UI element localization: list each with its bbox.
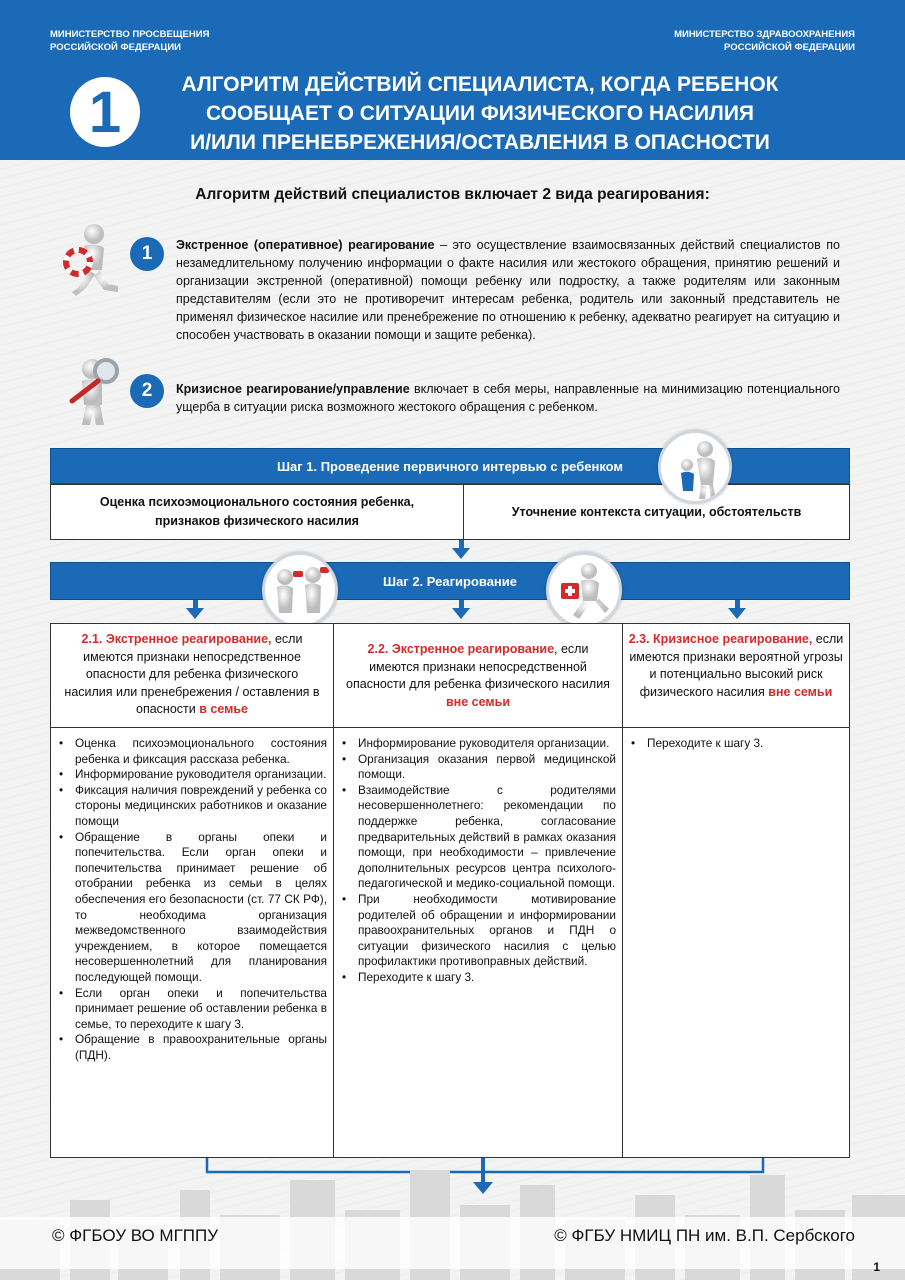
col3-list xyxy=(626,736,846,752)
list-item: • Обращение в правоохранительные органы (ПДН). xyxy=(54,1032,327,1063)
arrow-down-col2-icon xyxy=(452,608,470,619)
page-number: 1 xyxy=(873,1260,880,1274)
col1-header-text: если имеются признаки непосредственное опасности для ребенка физического насилия или пренебрежения / оставления в опасности xyxy=(64,632,320,716)
list-item: • Информирование руководителя организации. xyxy=(54,767,327,783)
col2-header-red-end: вне семьи xyxy=(445,694,510,709)
arrow-down-col1-icon xyxy=(186,608,204,619)
type-2-text: включает в себя меры, направленные на минимизацию потенциального ущерба в ситуации риска возможного жестокого обращения с ребенком. xyxy=(176,382,841,414)
arrow-stem-col2 xyxy=(459,600,464,608)
table-header-divider xyxy=(50,727,850,728)
figure-magnifier-icon xyxy=(62,355,126,427)
arrow-stem-col1 xyxy=(193,600,198,608)
ministry-left-line1: МИНИСТЕРСТВО ПРОСВЕЩЕНИЯ xyxy=(50,29,210,40)
col1-header-red-end: в семье xyxy=(199,702,248,716)
list-item: • Обращение в органы опеки и попечительства. Если орган опеки и попечительства принимает решение об отобрании ребенка из семьи в целях обеспечения его безопасности (ст. 77 СК РФ), то необходима организация межведомственного взаимодействия учреждением, в которое помещается несовершеннолетний для планирования последующей помощи. xyxy=(54,830,327,986)
step1-divider xyxy=(463,484,464,540)
footer-right-copyright: © ФГБУ НМИЦ ПН им. В.П. Сербского xyxy=(554,1226,855,1245)
ministry-left xyxy=(50,29,209,54)
step1-left-cell xyxy=(52,486,462,538)
algorithm-number: 1 xyxy=(70,77,140,147)
col1-header xyxy=(62,631,322,719)
col2-header-red: 2.2. Экстренное реагирование xyxy=(367,642,555,656)
col2-list xyxy=(337,736,616,986)
list-item: • Переходите к шагу 3. xyxy=(337,970,616,986)
list-item: • Фиксация наличия повреждений у ребенка со стороны медицинских работников и оказание помощи xyxy=(54,783,327,830)
col2-header-text: , если имеются признаки непосредственной опасности для ребенка физического насилия xyxy=(346,642,610,691)
footer-left-copyright: © ФГБОУ ВО МГППУ xyxy=(52,1226,219,1245)
col3-header-text: если имеются признаки вероятной угрозы и потенциально высокий риск физического насилия xyxy=(629,632,844,699)
figure-lifebuoy-icon xyxy=(60,222,122,300)
arrow-stem-col3 xyxy=(735,600,740,608)
arrow-down-icon xyxy=(452,548,470,559)
type-1-text: – это осуществление взаимосвязанных действий специалистов по незамедлительному получению информации о факте насилия или жестокого обращения, принятию решений и организации экстренной (оперативной) помощи ребенку или подростку, а также родителям или законным представителям (если это не противоречит интересам ребенка, родитель или законный представитель не применял физическое насилие или пренебрежение по отношению к ребенку, адекватно реагирует на ситуацию и способен участвовать в оказании помощи и защите ребенка). xyxy=(176,238,840,342)
type-badge-1: 1 xyxy=(130,237,164,271)
table-col-divider-2 xyxy=(622,623,623,1158)
list-item: • Взаимодействие с родителями несовершеннолетнего: рекомендации по поддержке ребенка, согласование предварительных действий в рамках оказания помощи, при необходимости – привлечение дополнительных ресурсов центра психолого-педагогической и медико-социальной помощи. xyxy=(337,783,616,892)
col3-header xyxy=(628,631,844,701)
table-col-divider-1 xyxy=(333,623,334,1158)
step1-left-line2: признаков физического насилия xyxy=(155,514,359,528)
title-line-3: И/ИЛИ ПРЕНЕБРЕЖЕНИЯ/ОСТАВЛЕНИЯ В ОПАСНОСТИ xyxy=(190,131,770,154)
page-title xyxy=(150,70,810,157)
list-item: • Организация оказания первой медицинской помощи. xyxy=(337,752,616,783)
step2-phone-figures-icon xyxy=(262,552,338,628)
title-line-1: АЛГОРИТМ ДЕЙСТВИЙ СПЕЦИАЛИСТА, КОГДА РЕБЕНОК xyxy=(181,73,779,96)
arrow-stem-1 xyxy=(459,540,464,548)
step2-firstaid-figure-icon xyxy=(546,552,622,628)
header-banner xyxy=(0,0,905,160)
list-item: • При необходимости мотивирование родителей об обращении и информировании правоохранительных органов и ПДН о ситуации физического насилия с целью профилактики противоправных действий. xyxy=(337,892,616,970)
step1-left-line1: Оценка психоэмоционального состояния ребенка, xyxy=(99,495,415,509)
arrow-down-col3-icon xyxy=(728,608,746,619)
list-item: • Если орган опеки и попечительства принимает решение об оставлении ребенка в семье, то переходите к шагу 3. xyxy=(54,986,327,1033)
step2-bar: Шаг 2. Реагирование xyxy=(50,562,850,600)
col3-header-red: 2.3. Кризисное реагирование, xyxy=(628,632,813,646)
list-item: • Переходите к шагу 3. xyxy=(626,736,846,752)
list-item: • Информирование руководителя организации. xyxy=(337,736,616,752)
col2-header xyxy=(345,641,611,711)
col1-list xyxy=(54,736,327,1063)
ministry-right-line2: РОССИЙСКОЙ ФЕДЕРАЦИИ xyxy=(723,41,855,53)
city-skyline-decoration xyxy=(0,1165,905,1280)
type-badge-2: 2 xyxy=(130,374,164,408)
title-line-2: СООБЩАЕТ О СИТУАЦИИ ФИЗИЧЕСКОГО НАСИЛИЯ xyxy=(205,102,755,125)
ministry-right xyxy=(674,29,855,54)
step1-right-cell: Уточнение контекста ситуации, обстоятельств xyxy=(511,504,802,519)
type-2-description xyxy=(176,380,840,416)
list-item: • Оценка психоэмоционального состояния ребенка и фиксация рассказа ребенка. xyxy=(54,736,327,767)
ministry-right-line1: МИНИСТЕРСТВО ЗДРАВООХРАНЕНИЯ xyxy=(674,29,855,40)
ministry-left-line2: РОССИЙСКОЙ ФЕДЕРАЦИИ xyxy=(50,41,182,53)
type-1-description xyxy=(176,236,840,344)
type-1-term: Экстренное (оперативное) реагирование xyxy=(176,238,435,252)
subtitle: Алгоритм действий специалистов включает 2 вида реагирования: xyxy=(195,186,710,203)
col1-header-red: 2.1. Экстренное реагирование, xyxy=(81,632,272,646)
type-2-term: Кризисное реагирование/управление xyxy=(176,382,410,396)
step1-figures-icon xyxy=(658,430,732,504)
step1-bar: Шаг 1. Проведение первичного интервью с ребенком xyxy=(50,448,850,484)
col3-header-red-end: вне семьи xyxy=(768,684,833,699)
